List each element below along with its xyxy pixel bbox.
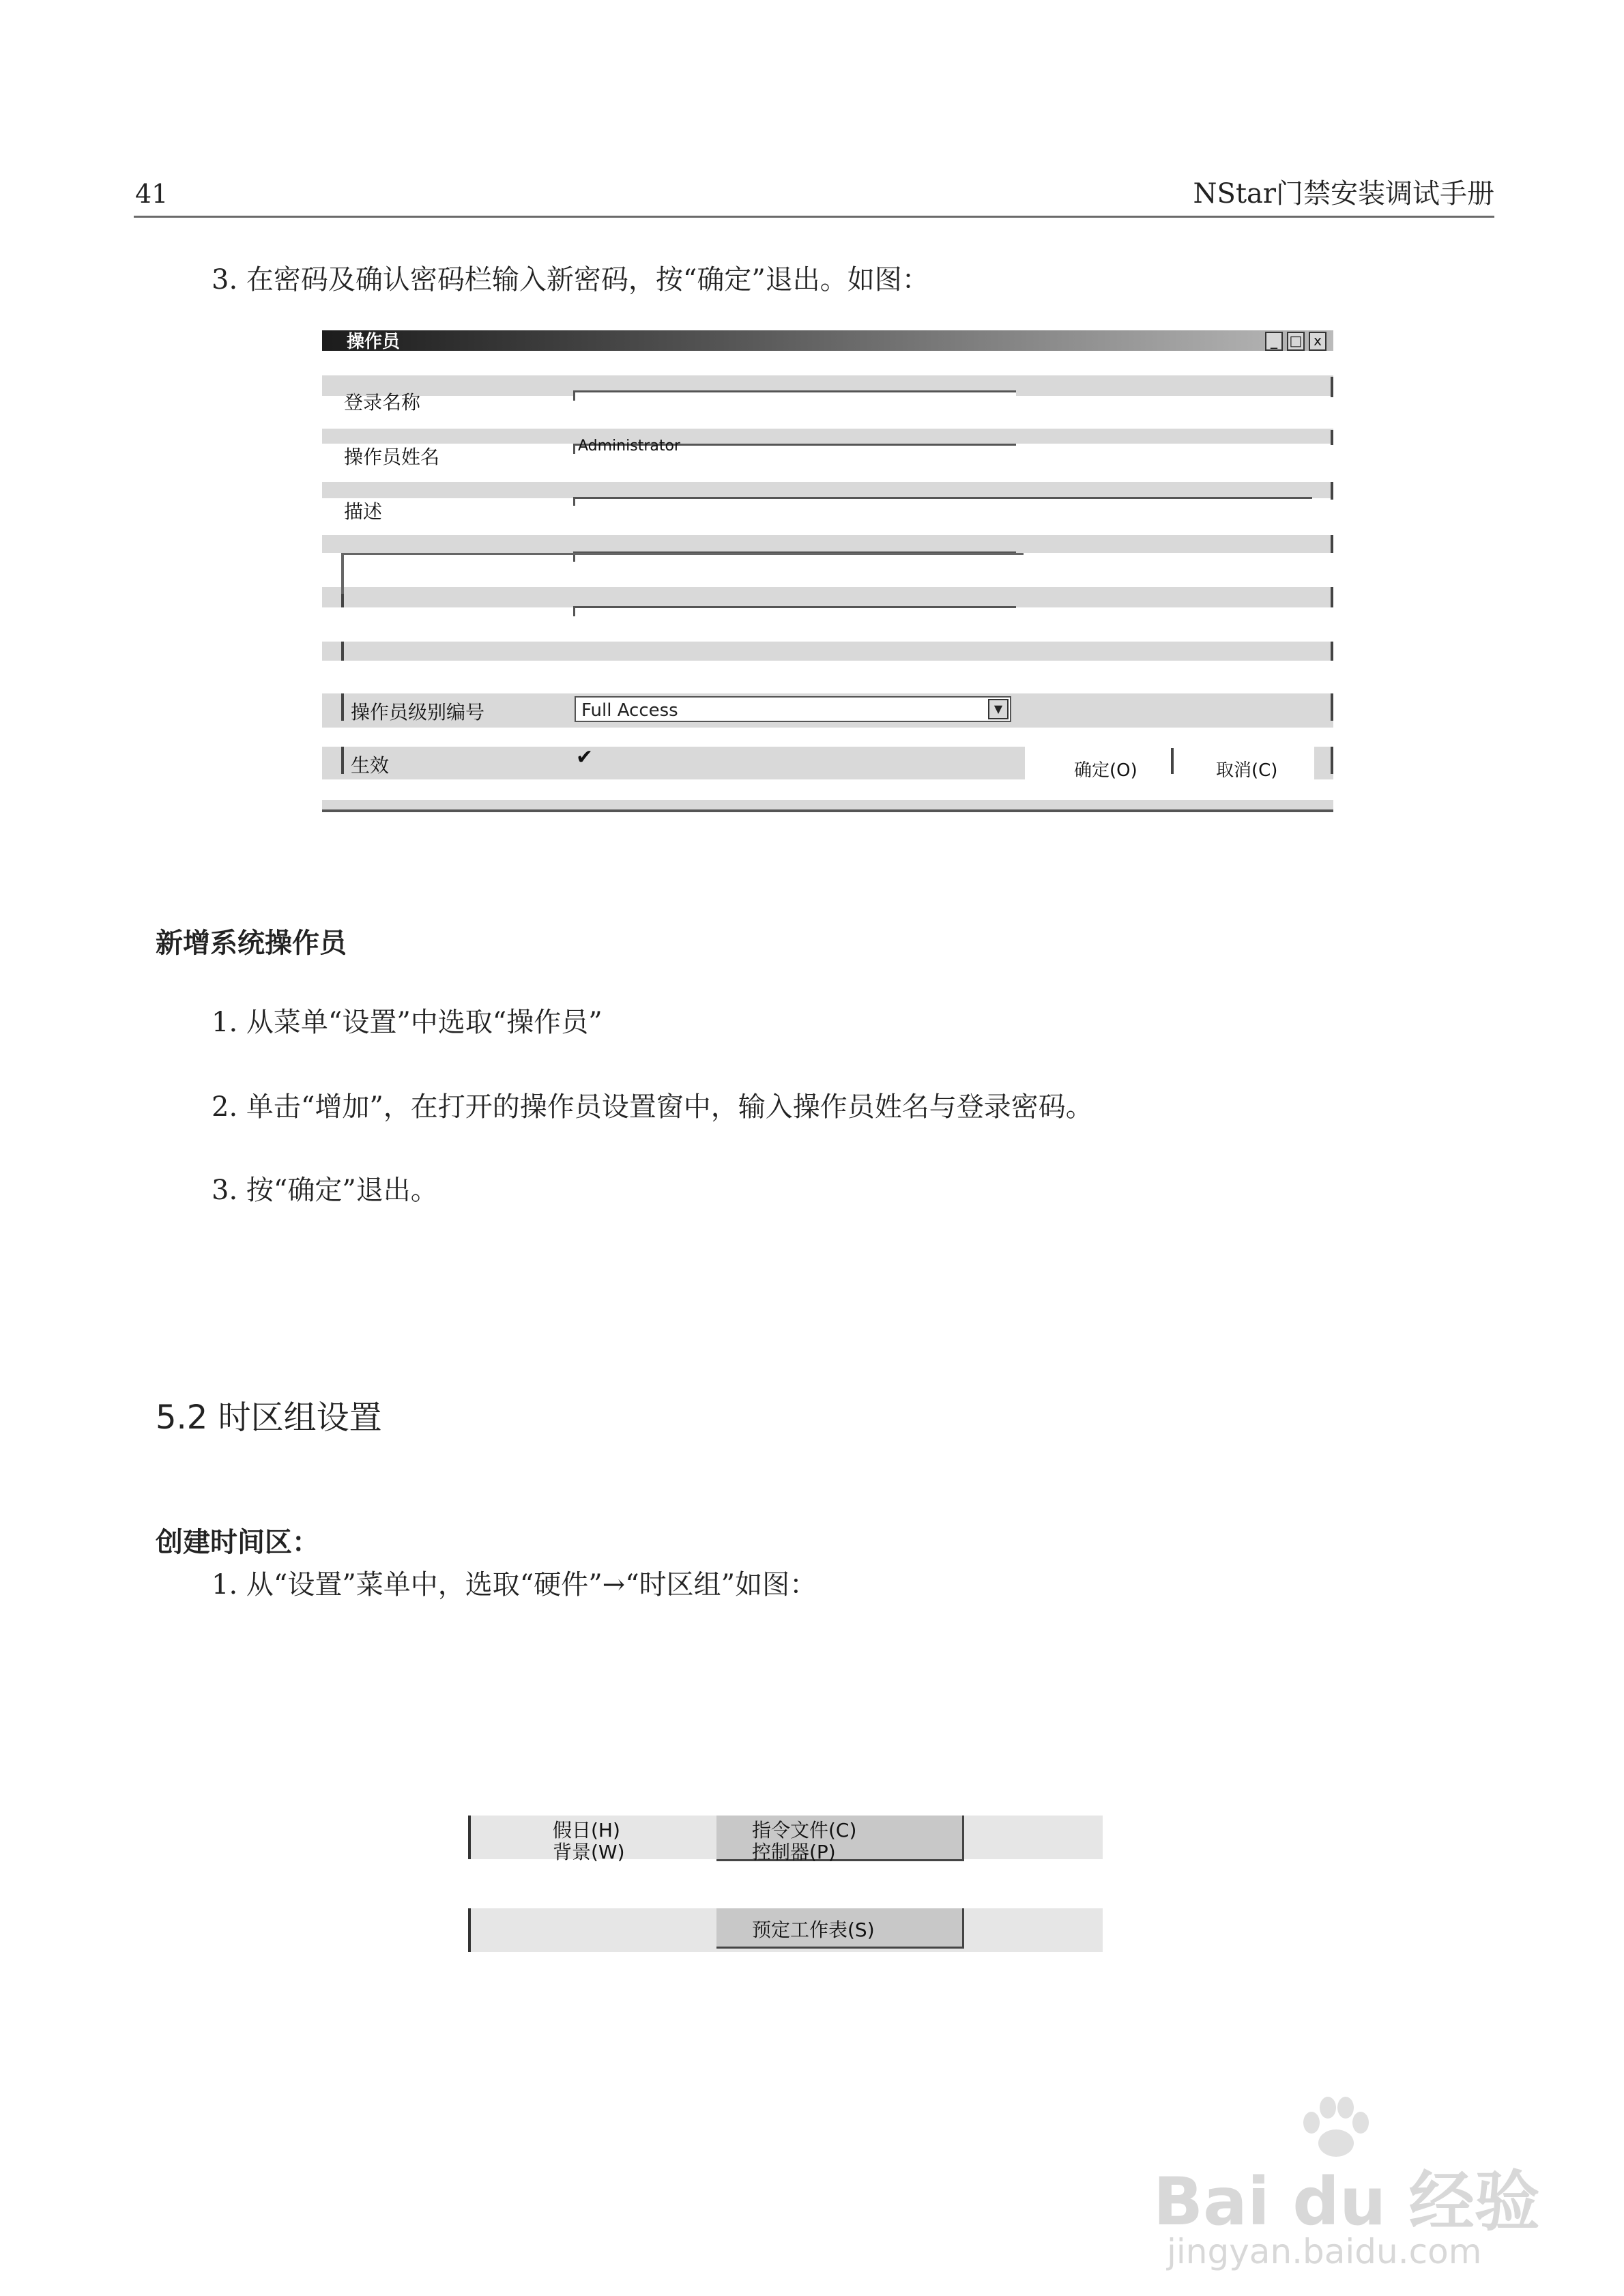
dialog-edge [1331,587,1333,607]
dialog-edge [341,693,344,721]
menu-item-controller[interactable]: 控制器(P) [752,1841,836,1863]
menu-edge [468,1908,471,1952]
dialog-titlebar [322,330,1333,351]
dialog-bottom-edge [322,800,1333,812]
dialog-title: 操作员 [347,332,401,352]
new-operator-step-3: 3. 按“确定”退出。 [212,1175,438,1206]
watermark-brand: Bai du 经验 [1153,2164,1540,2240]
dialog-row-band [322,429,1333,444]
menu-edge [468,1816,471,1859]
dialog-edge [341,747,344,774]
operator-name-field[interactable] [573,437,1016,455]
enabled-label: 生效 [351,754,390,777]
step3-intro: 3. 在密码及确认密码栏输入新密码，按“确定”退出。如图： [212,264,929,296]
ok-button[interactable]: 确定(O) [1074,760,1137,781]
page-number: 41 [135,179,169,209]
dialog-edge [1331,377,1333,397]
dialog-edge [1331,747,1333,774]
dialog-row-band [322,482,1333,498]
level-value: Full Access [581,700,678,721]
menu-item-command-file[interactable]: 指令文件(C) [752,1819,857,1841]
create-zone-step-1: 1. 从“设置”菜单中，选取“硬件”→“时区组”如图： [212,1569,817,1601]
dialog-edge [1331,430,1333,445]
document-title: NStar门禁安装调试手册 [1193,178,1494,210]
menu-item-background[interactable]: 背景(W) [553,1841,625,1863]
operator-name-label: 操作员姓名 [344,446,440,468]
paw-icon [1296,2095,1372,2157]
dialog-row-band [322,587,1333,607]
level-select[interactable] [575,696,1011,722]
maximize-icon[interactable]: □ [1287,332,1305,351]
dialog-row-band [322,535,1333,553]
dialog-edge [1331,535,1333,553]
login-name-label: 登录名称 [344,391,421,414]
login-name-field[interactable] [573,390,1016,401]
dialog-groupbox-edge [341,553,1024,555]
create-zone-heading: 创建时间区： [156,1527,319,1558]
cancel-button[interactable]: 取消(C) [1216,760,1278,781]
minimize-icon[interactable]: _ [1265,332,1283,351]
header-divider [134,216,1494,218]
enabled-checkbox[interactable]: ✔ [576,745,594,769]
level-label: 操作员级别编号 [351,701,485,723]
dialog-row-band [322,642,1333,661]
dialog-edge [1331,482,1333,500]
baidu-watermark [1153,2095,1540,2273]
section-title: 5.2 时区组设置 [156,1398,382,1437]
chevron-down-icon[interactable]: ▼ [988,699,1009,719]
description-label: 描述 [344,500,383,523]
button-divider [1171,748,1174,774]
dialog-edge [1331,693,1333,721]
description-field[interactable] [573,497,1312,506]
confirm-password-field[interactable] [573,606,1016,616]
watermark-url: jingyan.baidu.com [1167,2232,1482,2271]
operator-dialog-screenshot [322,330,1333,819]
dialog-edge [1331,642,1333,661]
dialog-groupbox-edge [341,553,344,594]
close-icon[interactable]: x [1309,332,1326,351]
operator-name-value: Administrator [578,437,680,455]
menu-item-schedule[interactable]: 预定工作表(S) [752,1919,875,1941]
menu-item-holiday[interactable]: 假日(H) [553,1819,620,1841]
new-operator-heading: 新增系统操作员 [156,928,347,959]
new-operator-step-1: 1. 从菜单“设置”中选取“操作员” [212,1007,603,1038]
new-operator-step-2: 2. 单击“增加”，在打开的操作员设置窗中，输入操作员姓名与登录密码。 [212,1091,1093,1123]
hardware-menu-screenshot [468,1816,1103,1956]
dialog-edge [341,642,344,661]
